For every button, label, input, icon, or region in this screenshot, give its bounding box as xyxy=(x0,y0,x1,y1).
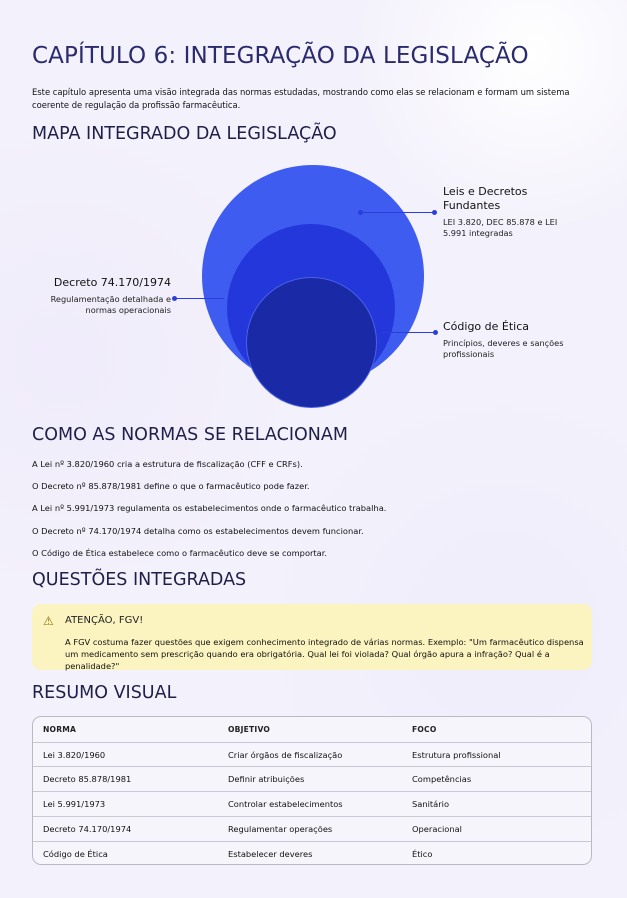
column-header-norma: NORMA xyxy=(43,725,77,734)
cell-foco: Ético xyxy=(412,848,433,859)
summary-heading: RESUMO VISUAL xyxy=(32,683,177,703)
connector-end-leis xyxy=(432,210,437,215)
cell-objetivo: Controlar estabelecimentos xyxy=(228,799,343,810)
label-codigo-desc: Princípios, deveres e sanções profissionais xyxy=(443,338,564,359)
relation-item: A Lei nº 3.820/1960 cria a estrutura de fiscalização (CFF e CRFs). xyxy=(32,459,303,469)
label-codigo xyxy=(443,320,583,360)
column-header-objetivo: OBJETIVO xyxy=(228,725,271,734)
cell-foco: Estrutura profissional xyxy=(412,749,501,760)
label-codigo-title: Código de Ética xyxy=(443,320,530,333)
fgv-alert-box xyxy=(32,604,592,670)
summary-table xyxy=(32,716,592,865)
page-title: CAPÍTULO 6: INTEGRAÇÃO DA LEGISLAÇÃO xyxy=(32,43,529,69)
relation-item: O Decreto nº 74.170/1974 detalha como os estabelecimentos devem funcionar. xyxy=(32,525,364,536)
cell-objetivo: Regulamentar operações xyxy=(228,823,333,834)
connector-decreto xyxy=(174,298,224,299)
table-header xyxy=(33,717,592,742)
table-row xyxy=(33,766,592,791)
relation-item: O Decreto nº 85.878/1981 define o que o farmacêutico pode fazer. xyxy=(32,481,310,492)
warning-icon: ⚠ xyxy=(43,614,54,628)
connector-dot-leis xyxy=(358,210,363,215)
questions-heading: QUESTÕES INTEGRADAS xyxy=(32,570,247,590)
relation-item: A Lei nº 5.991/1973 regulamenta os estabelecimentos onde o farmacêutico trabalha. xyxy=(32,503,387,514)
cell-norma: Código de Ética xyxy=(43,848,108,859)
alert-body: A FGV costuma fazer questões que exigem conhecimento integrado de várias normas. Exemplo: "Um farmacêutico dispensa um medicamento sem prescrição quando era obrigatória. Qual lei foi violada? Qual órgão apura a infração? Qual é a penalidade?" xyxy=(65,637,584,671)
table-row xyxy=(33,791,592,816)
label-decreto-desc: Regulamentação detalhada e normas operacionais xyxy=(50,294,171,315)
connector-leis xyxy=(360,212,434,213)
cell-objetivo: Definir atribuições xyxy=(228,774,305,785)
cell-norma: Lei 3.820/1960 xyxy=(43,749,106,760)
relations-heading: COMO AS NORMAS SE RELACIONAM xyxy=(32,425,348,445)
chapter-intro: Este capítulo apresenta uma visão integrada das normas estudadas, mostrando como elas se relacionam e formam um sistema coerente de regulação da profissão farmacêutica. xyxy=(32,87,570,110)
cell-foco: Competências xyxy=(412,774,472,785)
column-header-foco: FOCO xyxy=(412,725,437,734)
connector-dot-codigo xyxy=(433,330,438,335)
cell-objetivo: Estabelecer deveres xyxy=(228,848,313,859)
inner-circle-codigo xyxy=(246,277,377,408)
legislation-map xyxy=(32,160,594,420)
cell-foco: Sanitário xyxy=(412,799,450,810)
cell-norma: Decreto 85.878/1981 xyxy=(43,774,132,785)
cell-objetivo: Criar órgãos de fiscalização xyxy=(228,749,343,760)
label-decreto xyxy=(32,276,171,316)
table-row xyxy=(33,816,592,841)
table-row xyxy=(33,841,592,866)
map-heading: MAPA INTEGRADO DA LEGISLAÇÃO xyxy=(32,124,337,144)
alert-title: ATENÇÃO, FGV! xyxy=(65,615,144,626)
relations-list xyxy=(32,458,594,569)
label-leis-title: Leis e Decretos Fundantes xyxy=(443,185,528,212)
label-leis-desc: LEI 3.820, DEC 85.878 e LEI 5.991 integradas xyxy=(443,217,558,238)
relation-item: O Código de Ética estabelece como o farmacêutico deve se comportar. xyxy=(32,547,328,558)
cell-norma: Decreto 74.170/1974 xyxy=(43,823,132,834)
table-row xyxy=(33,742,592,767)
connector-dot-decreto xyxy=(172,296,177,301)
connector-codigo xyxy=(380,332,436,333)
label-leis xyxy=(443,185,583,239)
cell-norma: Lei 5.991/1973 xyxy=(43,799,106,810)
cell-foco: Operacional xyxy=(412,823,462,834)
label-decreto-title: Decreto 74.170/1974 xyxy=(53,276,171,289)
